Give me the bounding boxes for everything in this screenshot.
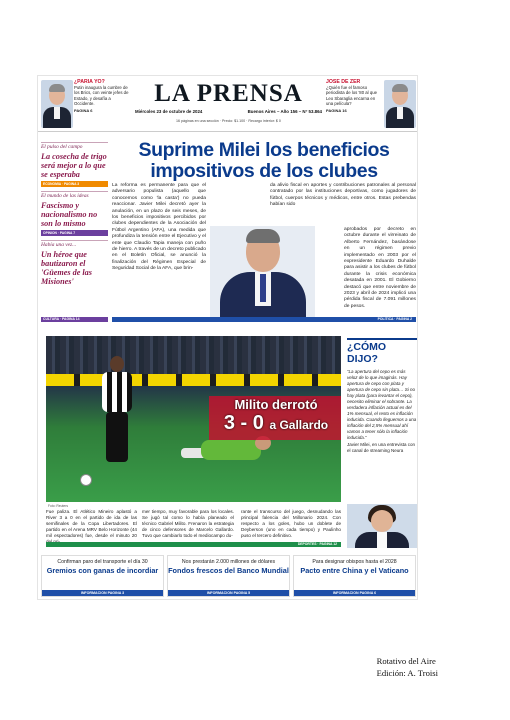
bottom-story-kicker: Confirman paro del transporte el día 30 <box>57 559 148 565</box>
quote-text: “La apertura del cepo es más veloz de lo que imaginás. Hay apertura de cepo con plata y apertura de cepo sin plata… Si no hay plata (para levantar el cepo), necesito eliminar el sobrante. La verdadera inflación actual es del 1% mensual, el resto es inflación inducida. Cuando lleguemos a una inflación del 2,5% mensual ahí vamos a tener sólo la inflación inducida.” <box>347 369 417 440</box>
bottom-story-page: INFORMACION PAGINA 3 <box>42 590 163 596</box>
story-kicker: Había una vez... <box>41 240 108 248</box>
bottom-story-kicker: Nos prestarán 2.000 millones de dólares <box>181 559 276 565</box>
story-kicker: El mundo de las ideas <box>41 191 108 199</box>
lead-body-col1: La reforma es permanente para que el adversario populista (aquello que conocemos como 'la casta') no pueda reaccionar. Javier Milei decretó ayer la anulación, en un plazo de seis meses, de los beneficios impositivos percibidos por clubes dependientes de la Asociación del Fútbol Argentino (AFA), una medida que profundiza la tensión entre el Ejecutivo y el ente que Claudio Tapia maneja con puño de hierro. A través de un decreto publicado en el Boletín Oficial, se anunció la finalización del Régimen Especial de Seguridad Social de la AFA, que brin- <box>112 183 206 272</box>
score-overlay <box>216 398 336 436</box>
teaser-left[interactable] <box>41 80 131 128</box>
story-head: La cosecha de trigo será mejor a lo que se esperaba <box>41 152 107 179</box>
story-harvest[interactable] <box>41 142 108 187</box>
bottom-story-worldbank[interactable] <box>167 555 290 597</box>
quote-author: Javier Milei, en una entrevista con el canal de streaming Neura <box>347 442 416 453</box>
teaser-left-text: Putin inaugura la cumbre de los Brics, con veinte jefes de Estado, y desafía a Occidente. <box>74 85 129 106</box>
bottom-story-head: Gremios con ganas de incordiar <box>46 566 159 575</box>
price-line: 16 páginas en una sección · Precio: $1.100 · Recargo interior: $ 0 <box>176 119 281 123</box>
story-head: Un héroe que bautizaron el 'Güemes de las Misiones' <box>41 250 92 286</box>
score-line1: Milito derrotó <box>234 397 318 412</box>
section-bar: ECONOMIA · PAGINA 3 <box>41 181 108 187</box>
masthead <box>38 76 418 132</box>
teaser-right-page: PAGINA 16 <box>326 108 347 114</box>
politics-bar: POLITICA · PAGINA 2 <box>112 317 416 322</box>
tapia-photo <box>210 226 315 317</box>
issue-date: Miércoles 23 de octubre de 2024 <box>135 109 203 114</box>
issue-number: Buenos Aires – Año 156 – N° 53.864 <box>247 109 322 114</box>
newspaper-logo: LA PRENSA <box>154 80 303 107</box>
teaser-left-title: ¿PARIA YO? <box>74 79 105 85</box>
left-column <box>41 142 108 318</box>
culture-bar: CULTURA · PAGINA 14 <box>41 317 108 322</box>
stadium-crowd <box>46 336 341 374</box>
milei-portrait <box>347 504 417 548</box>
section-bar: OPINION · PAGINA 7 <box>41 230 108 236</box>
sport-caption-col2: mer tiempo, muy favorable para los locales. Se jugó tal como lo había planeado el técnico Gabriel Milito. Frenaron la estrategia de cinco defensores de Marcelo Gallardo. Tuvo que cambiarlo todo el mediocampo du- <box>142 509 234 538</box>
bottom-story-page: INFORMACION PAGINA 5 <box>168 590 289 596</box>
bottom-story-head: Pacto entre China y el Vaticano <box>300 566 409 575</box>
story-kicker: El pulso del campo <box>41 142 108 150</box>
mineiro-player <box>98 356 136 466</box>
score-opponent: a Gallardo <box>269 418 329 432</box>
story-hero[interactable] <box>41 240 108 286</box>
edition-line2: Edición: A. Troisi <box>376 667 438 678</box>
score-value: 3 - 0 <box>223 412 264 434</box>
ball-icon <box>80 474 92 486</box>
quote-title: ¿CÓMO DIJO? <box>347 338 417 365</box>
teaser-right[interactable] <box>326 80 416 128</box>
sport-caption-col1: Fue paliza. El Atlético Mineiro aplastó a River 3 a 0 en el partido de ida de las semifinales de la Copa Libertadores. El partido en el Arena MRV Belo Horizonte (44 mil espectadores) fue, desde el minuto 20 <box>46 509 137 538</box>
putin-portrait <box>41 80 73 128</box>
sport-caption-col3: rante el transcurso del juego, desnudando las principal falencia del Millonario 2024. Con respecto a los goles, hubo un doblete de Deyberson (uno en cada tiempo) y Paulinho puso el tercero definitivo. <box>241 509 341 538</box>
lead-body-col3: aprobados por decreto en octubre durante el virreinato de Alberto Fernández, basándose en un régimen previo implementado en 2003 por el expresidente Eduardo Duhalde para asistir a los clubes de fútbol durante la crisis económica desatada en 2001. El Gobierno destacó que entre noviembre de 2023 y abril de 2024 implicó una pérdida fiscal de 7.091 millones de pesos. <box>344 227 416 309</box>
sports-bar: DEPORTES · PAGINA 12 <box>46 542 341 547</box>
bottom-strip <box>41 555 416 597</box>
photo-credit: Foto: Reuters <box>48 504 68 508</box>
teaser-right-title: JOSE DE ZER <box>326 79 361 85</box>
story-fascism[interactable] <box>41 191 108 236</box>
bottom-story-page: INFORMACION PAGINA 6 <box>294 590 415 596</box>
journalist-portrait <box>384 80 416 128</box>
score-line2 <box>216 412 336 436</box>
newspaper-front-page <box>37 75 418 600</box>
teaser-right-text: ¿Quién fue el famoso periodista de los '80 al que Leo Sbaraglia encarna en una película? <box>326 85 377 106</box>
bottom-story-kicker: Para designar obispos hasta el 2028 <box>312 559 397 565</box>
lead-headline[interactable]: Suprime Milei los beneficios impositivos de los clubes <box>138 139 390 182</box>
edition-credit <box>377 656 438 679</box>
edition-line1: Rotativo del Aire <box>376 656 436 666</box>
bottom-story-vatican[interactable] <box>293 555 416 597</box>
teaser-left-page: PAGINA 6 <box>74 108 93 114</box>
lead-body-col3-top: da alivio fiscal en aportes y contribuciones patronales al personal contratado por las instituciones deportivas, como jugadores de fútbol, cuerpos técnicos y médicos, entre otros. Estas prebendas habían sido <box>270 183 416 208</box>
bottom-story-strike[interactable] <box>41 555 164 597</box>
dateline <box>135 109 322 114</box>
ad-boards <box>46 374 341 386</box>
bottom-story-head: Fondos frescos del Banco Mundial <box>168 566 289 575</box>
story-head: Fascismo y nacionalismo no son lo mismo <box>41 201 98 228</box>
football-photo[interactable] <box>46 336 341 502</box>
